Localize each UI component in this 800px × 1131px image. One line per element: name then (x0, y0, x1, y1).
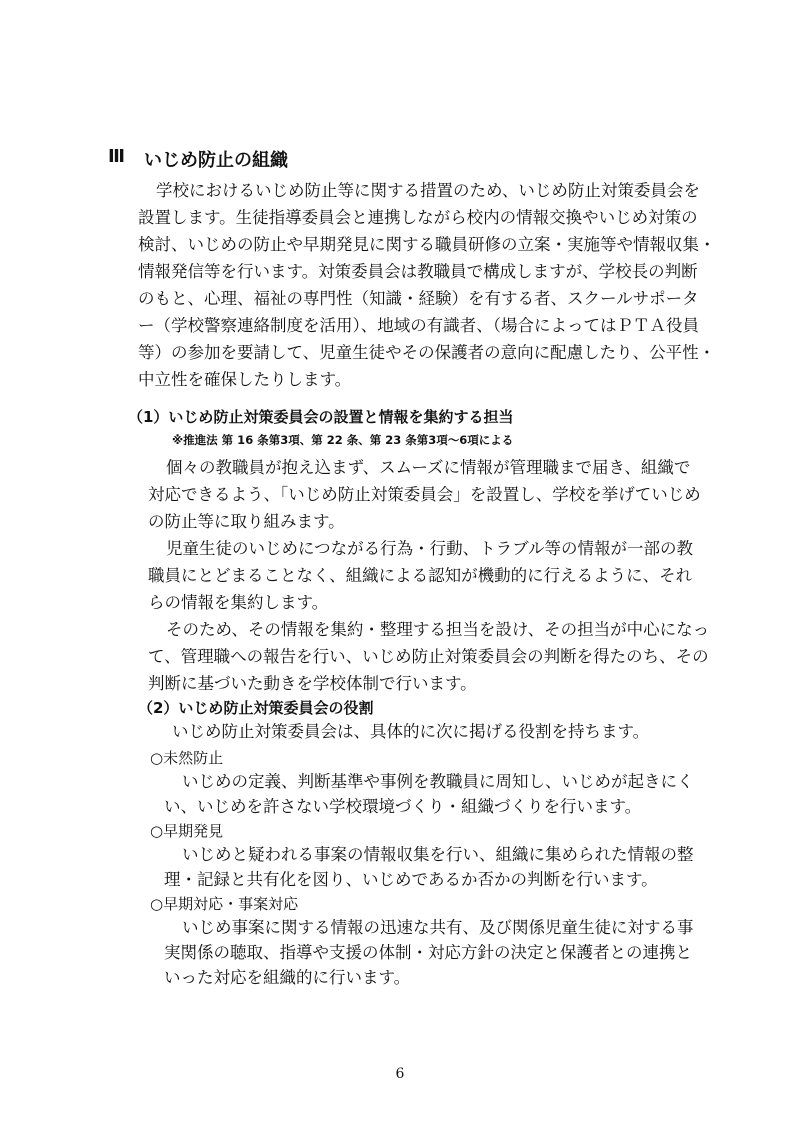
intro-line: のもと、心理、福祉の専門性（知識・経験）を有する者、スクールサポータ (138, 289, 699, 308)
section1-legal-note: ※推進法 第 16 条第3項、第 22 条、第 23 条第3項～6項による (172, 433, 514, 447)
section1-line: 判断に基づいた動きを学校体制で行います。 (148, 674, 477, 693)
section1-line: 個々の教職員が抱え込まず、スムーズに情報が管理職まで届き、組織で (166, 458, 691, 477)
section2-heading: （2）いじめ防止対策委員会の役割 (138, 699, 374, 717)
chapter-number: Ⅲ (108, 146, 126, 167)
role-line: いった対応を組織的に行います。 (164, 968, 411, 987)
page-number: 6 (395, 1066, 405, 1082)
section1-line: らの情報を集約します。 (148, 593, 329, 612)
section1-heading: （1）いじめ防止対策委員会の設置と情報を集約する担当 (128, 408, 514, 426)
role-line: 理・記録と共有化を図り、いじめであるか否かの判断を行います。 (164, 870, 658, 889)
intro-line: ー（学校警察連絡制度を活用）、地域の有識者、（場合によってはＰＴＡ役員 (138, 316, 699, 335)
section1-line: 対応できるよう、「いじめ防止対策委員会」を設置し、学校を挙げていじめ (148, 485, 701, 504)
section1-line: 児童生徒のいじめにつながる行為・行動、トラブル等の情報が一部の教 (166, 539, 694, 558)
section1-line: て、管理職への報告を行い、いじめ防止対策委員会の判断を得たのち、その (148, 647, 709, 666)
intro-line: 中立性を確保したりします。 (138, 370, 352, 389)
role-line: い、いじめを許さない学校環境づくり・組織づくりを行います。 (164, 797, 642, 816)
role-label: ○早期対応・事案対応 (150, 895, 299, 913)
section1-line: そのため、その情報を集約・整理する担当を設け、その担当が中心になっ (166, 620, 710, 639)
intro-line: 設置します。生徒指導委員会と連携しながら校内の情報交換やいじめ対策の (138, 208, 698, 227)
role-label: ○未然防止 (150, 749, 224, 767)
intro-line: 検討、いじめの防止や早期発見に関する職員研修の立案・実施等や情報収集・ (138, 235, 716, 254)
intro-line: 等）の参加を要請して、児童生徒やその保護者の意向に配慮したり、公平性・ (138, 343, 716, 362)
intro-line: 学校におけるいじめ防止等に関する措置のため、いじめ防止対策委員会を (156, 181, 700, 200)
section1-line: 職員にとどまることなく、組織による認知が機動的に行えるように、それ (148, 566, 693, 585)
role-line: いじめ事案に関する情報の迅速な共有、及び関係児童生徒に対する事 (182, 918, 694, 937)
intro-line: 情報発信等を行います。対策委員会は教職員で構成しますが、学校長の判断 (138, 262, 698, 281)
role-line: 実関係の聴取、指導や支援の体制・対応方針の決定と保護者との連携と (164, 943, 692, 962)
role-label: ○早期発見 (150, 822, 224, 840)
section1-line: の防止等に取り組みます。 (148, 512, 345, 531)
role-line: いじめの定義、判断基準や事例を教職員に周知し、いじめが起きにく (182, 772, 694, 791)
role-line: いじめと疑われる事案の情報収集を行い、組織に集められた情報の整 (182, 845, 694, 864)
chapter-title: いじめ防止の組織 (144, 150, 288, 171)
section2-intro: いじめ防止対策委員会は、具体的に次に掲げる役割を持ちます。 (172, 722, 650, 741)
